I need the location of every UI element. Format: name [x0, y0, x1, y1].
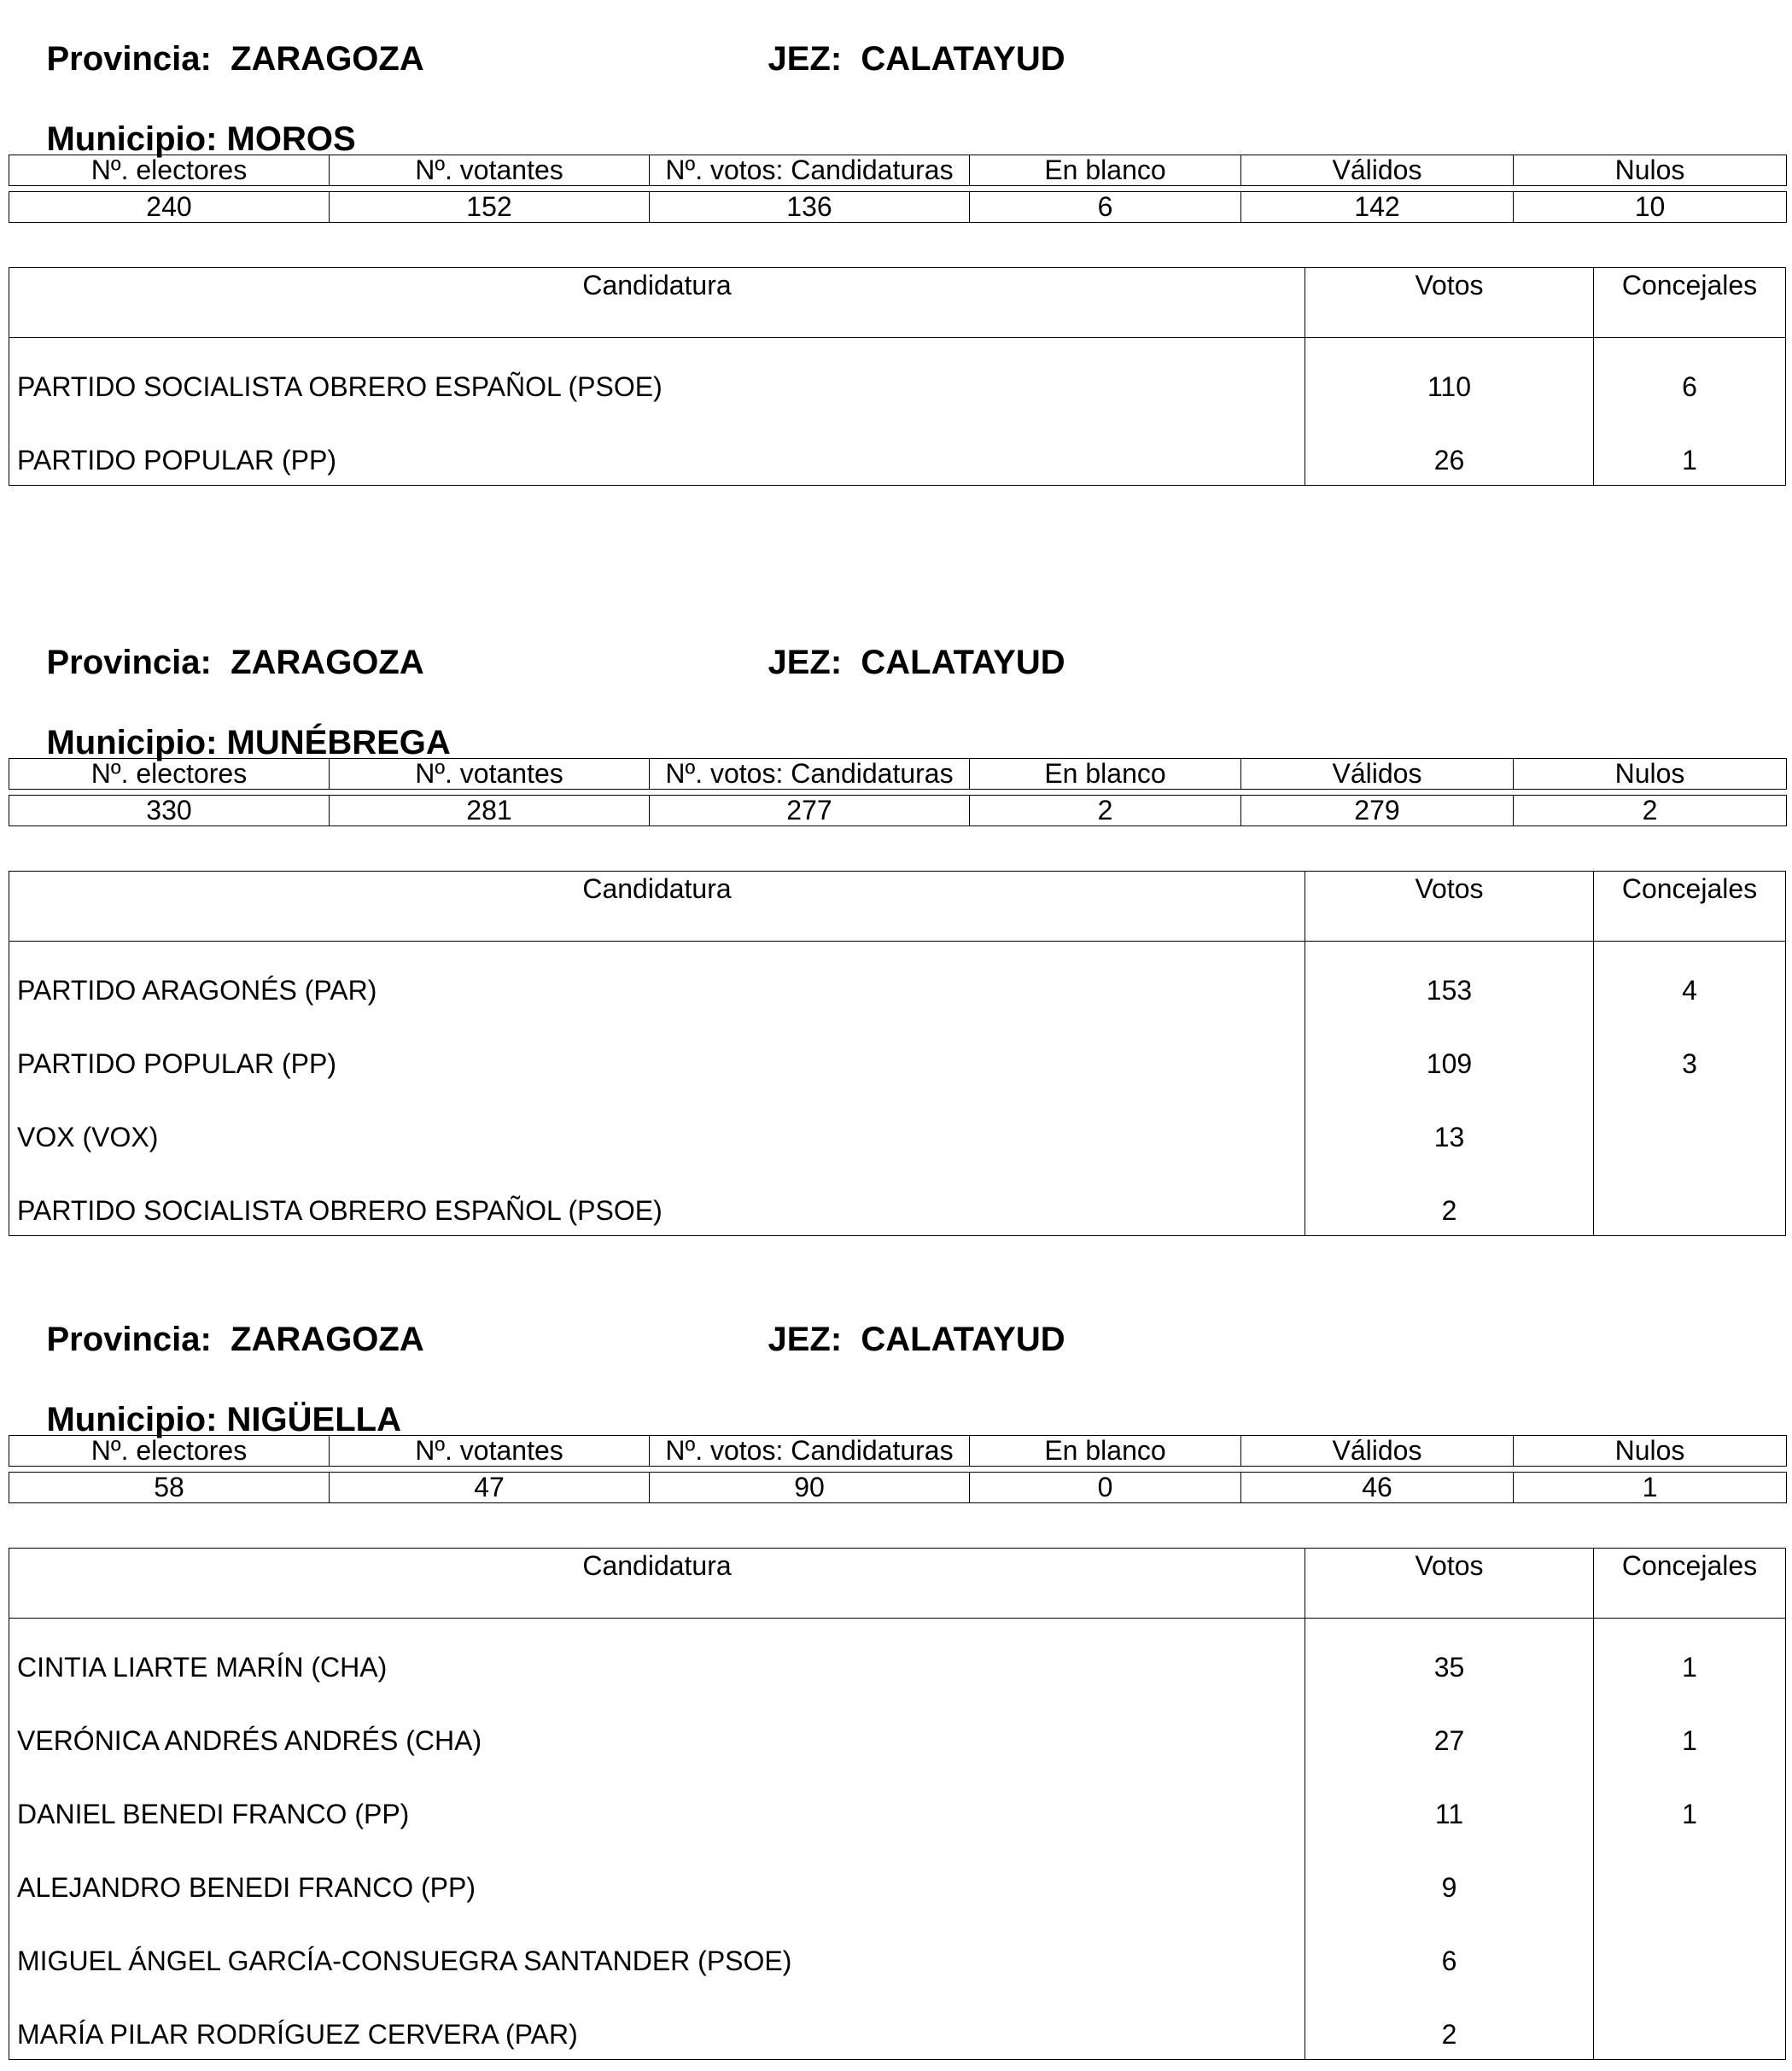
header-votos: Votos — [1305, 872, 1594, 941]
val-nulos: 10 — [1514, 192, 1787, 223]
col-electores: Nº. electores — [9, 1436, 330, 1467]
col-en-blanco: En blanco — [970, 759, 1241, 790]
jez-value: CALATAYUD — [861, 1321, 1065, 1358]
val-validos: 142 — [1241, 192, 1514, 223]
summary-value-row — [9, 192, 1787, 223]
candidatura-concejales: 1 — [1682, 445, 1697, 475]
val-votos-candidaturas: 90 — [650, 1473, 970, 1503]
header-candidatura: Candidatura — [9, 1549, 1305, 1618]
col-nulos: Nulos — [1514, 1436, 1787, 1467]
provincia-value: ZARAGOZA — [231, 40, 424, 78]
candidatura-name: PARTIDO ARAGONÉS (PAR) — [9, 942, 1305, 1015]
val-electores: 240 — [9, 192, 330, 223]
col-votantes: Nº. votantes — [330, 1436, 650, 1467]
candidaturas-header-row — [9, 872, 1785, 942]
candidatura-name: PARTIDO POPULAR (PP) — [9, 1015, 1305, 1088]
val-votos-candidaturas: 136 — [650, 192, 970, 223]
candidatura-concejales: 1 — [1682, 1725, 1697, 1756]
provincia-value: ZARAGOZA — [231, 644, 424, 681]
summary-header-row — [9, 155, 1787, 186]
candidatura-concejales: 1 — [1682, 1799, 1697, 1829]
val-electores: 330 — [9, 796, 330, 826]
provincia-value: ZARAGOZA — [231, 1321, 424, 1358]
candidatura-concejales — [1594, 1839, 1785, 1912]
provincia-label: Provincia: — [46, 644, 212, 681]
jez-label: JEZ: — [768, 644, 843, 681]
header-concejales: Concejales — [1621, 1550, 1758, 1581]
table-row — [9, 1619, 1785, 1692]
candidatura-concejales — [1594, 1088, 1785, 1162]
summary-value-row — [9, 796, 1787, 826]
candidatura-votos: 27 — [1305, 1692, 1594, 1765]
candidatura-votos: 153 — [1305, 942, 1594, 1015]
municipio-value: NIGÜELLA — [226, 1401, 401, 1438]
val-votos-candidaturas: 277 — [650, 796, 970, 826]
provincia-label: Provincia: — [46, 1321, 212, 1358]
municipio-value: MOROS — [226, 120, 356, 158]
candidatura-name: DANIEL BENEDI FRANCO (PP) — [9, 1765, 1305, 1839]
table-row — [9, 1692, 1785, 1765]
jez-line — [730, 1281, 1065, 1398]
candidatura-votos: 13 — [1305, 1088, 1594, 1162]
val-validos: 46 — [1241, 1473, 1514, 1503]
candidatura-votos: 6 — [1305, 1912, 1594, 1986]
jez-value: CALATAYUD — [861, 644, 1065, 681]
candidatura-concejales: 6 — [1682, 371, 1697, 402]
candidatura-name: MARÍA PILAR RODRÍGUEZ CERVERA (PAR) — [9, 1986, 1305, 2059]
col-votantes: Nº. votantes — [330, 155, 650, 186]
summary-value-row — [9, 1473, 1787, 1503]
summary-header-row — [9, 1436, 1787, 1467]
val-votantes: 281 — [330, 796, 650, 826]
col-nulos: Nulos — [1514, 155, 1787, 186]
municipio-label: Municipio: — [46, 724, 218, 761]
candidatura-concejales — [1594, 1986, 1785, 2059]
header-candidatura: Candidatura — [9, 268, 1305, 337]
candidatura-name: MIGUEL ÁNGEL GARCÍA-CONSUEGRA SANTANDER (PSOE) — [9, 1912, 1305, 1986]
summary-table — [9, 1435, 1787, 1503]
candidatura-votos: 2 — [1305, 1162, 1594, 1235]
val-validos: 279 — [1241, 796, 1514, 826]
summary-table — [9, 155, 1787, 223]
table-row — [9, 1088, 1785, 1162]
table-row — [9, 942, 1785, 1015]
table-row — [9, 1765, 1785, 1839]
candidatura-name: PARTIDO SOCIALISTA OBRERO ESPAÑOL (PSOE) — [9, 338, 1305, 411]
jez-line — [730, 604, 1065, 721]
candidatura-concejales — [1594, 1162, 1785, 1235]
val-votantes: 152 — [330, 192, 650, 223]
col-electores: Nº. electores — [9, 759, 330, 790]
header-votos: Votos — [1305, 268, 1594, 337]
candidatura-name: PARTIDO POPULAR (PP) — [9, 411, 1305, 485]
col-validos: Válidos — [1241, 759, 1514, 790]
candidatura-concejales: 4 — [1682, 975, 1697, 1006]
candidaturas-table — [9, 267, 1786, 486]
col-en-blanco: En blanco — [970, 155, 1241, 186]
candidatura-votos: 26 — [1305, 411, 1594, 485]
municipio-label: Municipio: — [46, 1401, 218, 1438]
header-concejales: Concejales — [1621, 270, 1758, 300]
col-votos-candidaturas: Nº. votos: Candidaturas — [650, 759, 970, 790]
val-nulos: 1 — [1514, 1473, 1787, 1503]
val-en-blanco: 2 — [970, 796, 1241, 826]
municipio-value: MUNÉBREGA — [226, 724, 451, 761]
table-row — [9, 1986, 1785, 2059]
jez-line — [730, 0, 1065, 118]
candidaturas-header-row — [9, 1549, 1785, 1619]
candidatura-votos: 110 — [1305, 338, 1594, 411]
candidatura-concejales: 1 — [1682, 1652, 1697, 1683]
candidaturas-header-row — [9, 268, 1785, 338]
val-electores: 58 — [9, 1473, 330, 1503]
jez-value: CALATAYUD — [861, 40, 1065, 78]
header-votos: Votos — [1305, 1549, 1594, 1618]
table-row — [9, 1839, 1785, 1912]
candidatura-votos: 11 — [1305, 1765, 1594, 1839]
municipio-label: Municipio: — [46, 120, 218, 158]
header-concejales: Concejales — [1621, 873, 1758, 904]
val-votantes: 47 — [330, 1473, 650, 1503]
table-row — [9, 411, 1785, 485]
candidatura-name: VOX (VOX) — [9, 1088, 1305, 1162]
candidaturas-table — [9, 871, 1786, 1236]
candidatura-votos: 9 — [1305, 1839, 1594, 1912]
candidaturas-table — [9, 1548, 1786, 2060]
candidatura-name: PARTIDO SOCIALISTA OBRERO ESPAÑOL (PSOE) — [9, 1162, 1305, 1235]
candidatura-concejales: 3 — [1682, 1048, 1697, 1079]
col-votantes: Nº. votantes — [330, 759, 650, 790]
val-en-blanco: 6 — [970, 192, 1241, 223]
candidatura-name: VERÓNICA ANDRÉS ANDRÉS (CHA) — [9, 1692, 1305, 1765]
table-row — [9, 1015, 1785, 1088]
provincia-label: Provincia: — [46, 40, 212, 78]
val-nulos: 2 — [1514, 796, 1787, 826]
candidatura-name: CINTIA LIARTE MARÍN (CHA) — [9, 1619, 1305, 1692]
col-nulos: Nulos — [1514, 759, 1787, 790]
candidatura-votos: 2 — [1305, 1986, 1594, 2059]
candidatura-concejales — [1594, 1912, 1785, 1986]
table-row — [9, 1912, 1785, 1986]
col-votos-candidaturas: Nº. votos: Candidaturas — [650, 1436, 970, 1467]
col-electores: Nº. electores — [9, 155, 330, 186]
col-validos: Válidos — [1241, 155, 1514, 186]
val-en-blanco: 0 — [970, 1473, 1241, 1503]
candidatura-votos: 109 — [1305, 1015, 1594, 1088]
jez-label: JEZ: — [768, 1321, 843, 1358]
col-validos: Válidos — [1241, 1436, 1514, 1467]
table-row — [9, 338, 1785, 411]
summary-header-row — [9, 759, 1787, 790]
jez-label: JEZ: — [768, 40, 843, 78]
candidatura-votos: 35 — [1305, 1619, 1594, 1692]
table-row — [9, 1162, 1785, 1235]
col-en-blanco: En blanco — [970, 1436, 1241, 1467]
header-candidatura: Candidatura — [9, 872, 1305, 941]
summary-table — [9, 758, 1787, 826]
candidatura-name: ALEJANDRO BENEDI FRANCO (PP) — [9, 1839, 1305, 1912]
col-votos-candidaturas: Nº. votos: Candidaturas — [650, 155, 970, 186]
